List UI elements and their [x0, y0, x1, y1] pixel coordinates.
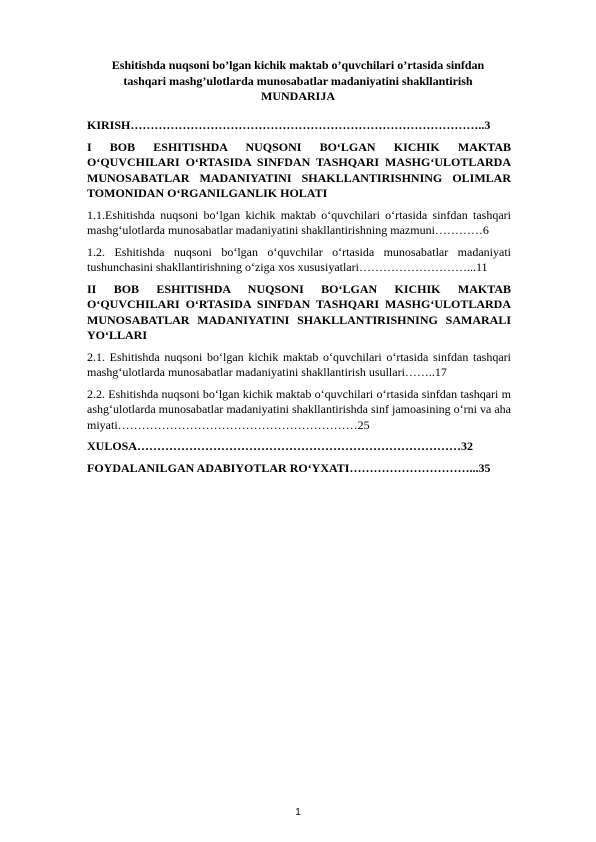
toc-entry-kirish: KIRISH……………………………………………………………………………..3 [87, 118, 491, 132]
title-line-1: Eshitishda nuqsoni bo’lgan kichik maktab o’quvchilari o’rtasida sinfdan [111, 58, 485, 72]
page-number: 1 [295, 807, 301, 818]
toc-entry-section-1-1: 1.1.Eshitishda nuqsoni bo‘lgan kichik maktab o‘quvchilari o‘rtasida sinfdan tashqari mashg‘ulotlarda munosabatlar madaniyatini shakllantirishning mazmuni…………6 [87, 207, 511, 237]
toc-entry-references: FOYDALANILGAN ADABIYOTLAR RO‘YXATI…………………………...35 [87, 460, 491, 475]
title-line-2: tashqari mashg’ulotlarda munosabatlar madaniyatini shakllantirish [123, 73, 473, 88]
document-title [84, 58, 512, 105]
toc-entry-xulosa: XULOSA………………………………………………………………………32 [87, 439, 474, 453]
toc-entry-section-2-1: 2.1. Eshitishda nuqsoni bo‘lgan kichik maktab o‘quvchilari o‘rtasida sinfdan tashqari mashg‘ulotlarda munosabatlar madaniyatini shakllantirish usullari……..17 [87, 349, 511, 379]
toc-entry-chapter-2: II BOB ESHITISHDA NUQSONI BO‘LGAN KICHIK MAKTAB O‘QUVCHILARI O‘RTASIDA SINFDAN TASHQARI MASHG‘ULOTLARDA MUNOSABATLAR MADANIYATINI SHAKLLANTIRISHNING SAMARALI YO‘LLARI [87, 281, 511, 342]
toc-entry-section-2-2: 2.2. Eshitishda nuqsoni bo‘lgan kichik maktab o‘quvchilari o‘rtasida sinfdan tashqari mashg‘ulotlarda munosabatlar madaniyatini shakllantirishda sinf jamoasining o‘rni va ahamiyati……………………………………………………25 [87, 386, 511, 432]
toc-entry-chapter-1: I BOB ESHITISHDA NUQSONI BO‘LGAN KICHIK MAKTAB O‘QUVCHILARI O‘RTASIDA SINFDAN TASHQARI MASHG‘ULOTLARDA MUNOSABATLAR MADANIYATINI SHAKLLANTIRISHNING OLIMLAR TOMONIDAN O‘RGANILGANLIK HOLATI [87, 139, 511, 200]
table-of-contents [87, 118, 511, 482]
toc-heading: MUNDARIJA [261, 89, 335, 103]
toc-entry-section-1-2: 1.2. Eshitishda nuqsoni bo‘lgan o‘quvchilar o‘rtasida munosabatlar madaniyati tushunchasini shakllantirishning o‘ziga xos xususiyatlari………………………...11 [87, 244, 511, 274]
